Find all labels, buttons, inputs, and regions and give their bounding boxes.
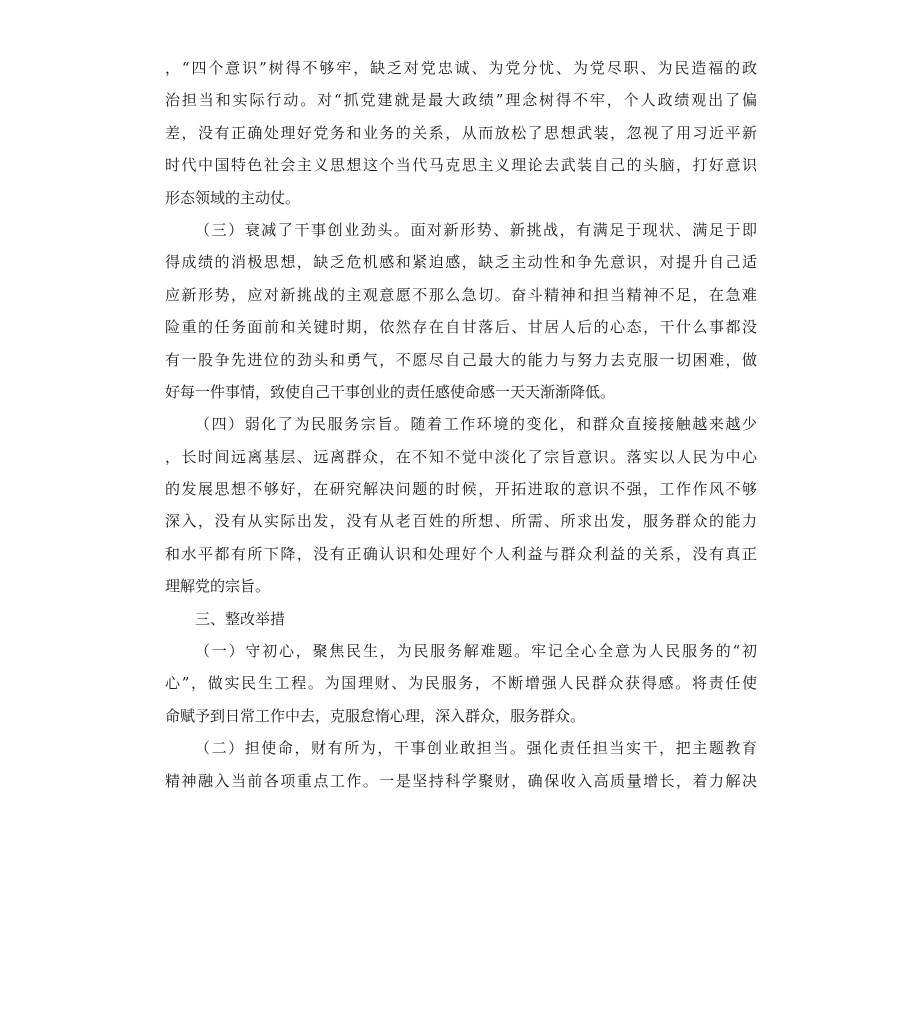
text-line: 深入，没有从实际出发，没有从老百姓的所想、所需、所求出发，服务群众的能力 [165,512,757,531]
paragraph-one-original-aspiration [165,635,757,732]
text-line: （四）弱化了为民服务宗旨。随着工作环境的变化，和群众直接接触越来越少 [195,415,757,434]
text-line: 有一股争先进位的劲头和勇气，不愿尽自己最大的能力与努力去克服一切困难，做 [165,350,757,369]
text-line: 时代中国特色社会主义思想这个当代马克思主义理论去武装自己的头脑，打好意识 [165,156,757,175]
text-line: 应新形势，应对新挑战的主观意愿不那么急切。奋斗精神和担当精神不足，在急难 [165,285,757,304]
text-line: 治担当和实际行动。对“抓党建就是最大政绩”理念树得不牢，个人政绩观出了偏 [165,91,757,110]
text-line: ，长时间远离基层、远离群众，在不知不觉中淡化了宗旨意识。落实以人民为中心 [165,447,757,466]
section-heading: 三、整改举措 [195,609,286,628]
text-line: （一）守初心，聚焦民生，为民服务解难题。牢记全心全意为人民服务的“初 [195,642,757,661]
text-line: 的发展思想不够好，在研究解决问题的时候，开拓进取的意识不强，工作作风不够 [165,480,757,499]
text-line: 险重的任务面前和关键时期，依然存在自甘落后、甘居人后的心态，干什么事都没 [165,318,757,337]
text-line: 理解党的宗旨。 [165,577,271,596]
text-line: 心”，做实民生工程。为国理财、为民服务，不断增强人民群众获得感。将责任使 [165,674,757,693]
text-line: 精神融入当前各项重点工作。一是坚持科学聚财，确保收入高质量增长，着力解决 [165,771,757,790]
document-body [165,52,757,797]
text-line: （三）衰减了干事创业劲头。面对新形势、新挑战，有满足于现状、满足于即 [195,220,757,239]
text-line: 得成绩的消极思想，缺乏危机感和紧迫感，缺乏主动性和争先意识，对提升自己适 [165,253,757,272]
paragraph-two-mission [165,732,757,797]
text-line: 差，没有正确处理好党务和业务的关系，从而放松了思想武装，忽视了用习近平新 [165,123,757,142]
text-line: 和水平都有所下降，没有正确认识和处理好个人利益与群众利益的关系，没有真正 [165,544,757,563]
paragraph-three-entrepreneurship [165,214,757,408]
text-line: 好每一件事情，致使自己干事创业的责任感使命感一天天渐渐降低。 [165,382,616,401]
paragraph-four-consciousness [165,52,757,214]
text-line: 命赋予到日常工作中去，克服怠惰心理，深入群众，服务群众。 [165,706,586,725]
text-line: （二）担使命，财有所为，干事创业敢担当。强化责任担当实干，把主题教育 [195,739,757,758]
text-line: ，“四个意识”树得不够牢，缺乏对党忠诚、为党分忧、为党尽职、为民造福的政 [165,59,757,77]
text-line: 形态领域的主动仗。 [165,188,301,207]
paragraph-four-service-purpose [165,408,757,602]
